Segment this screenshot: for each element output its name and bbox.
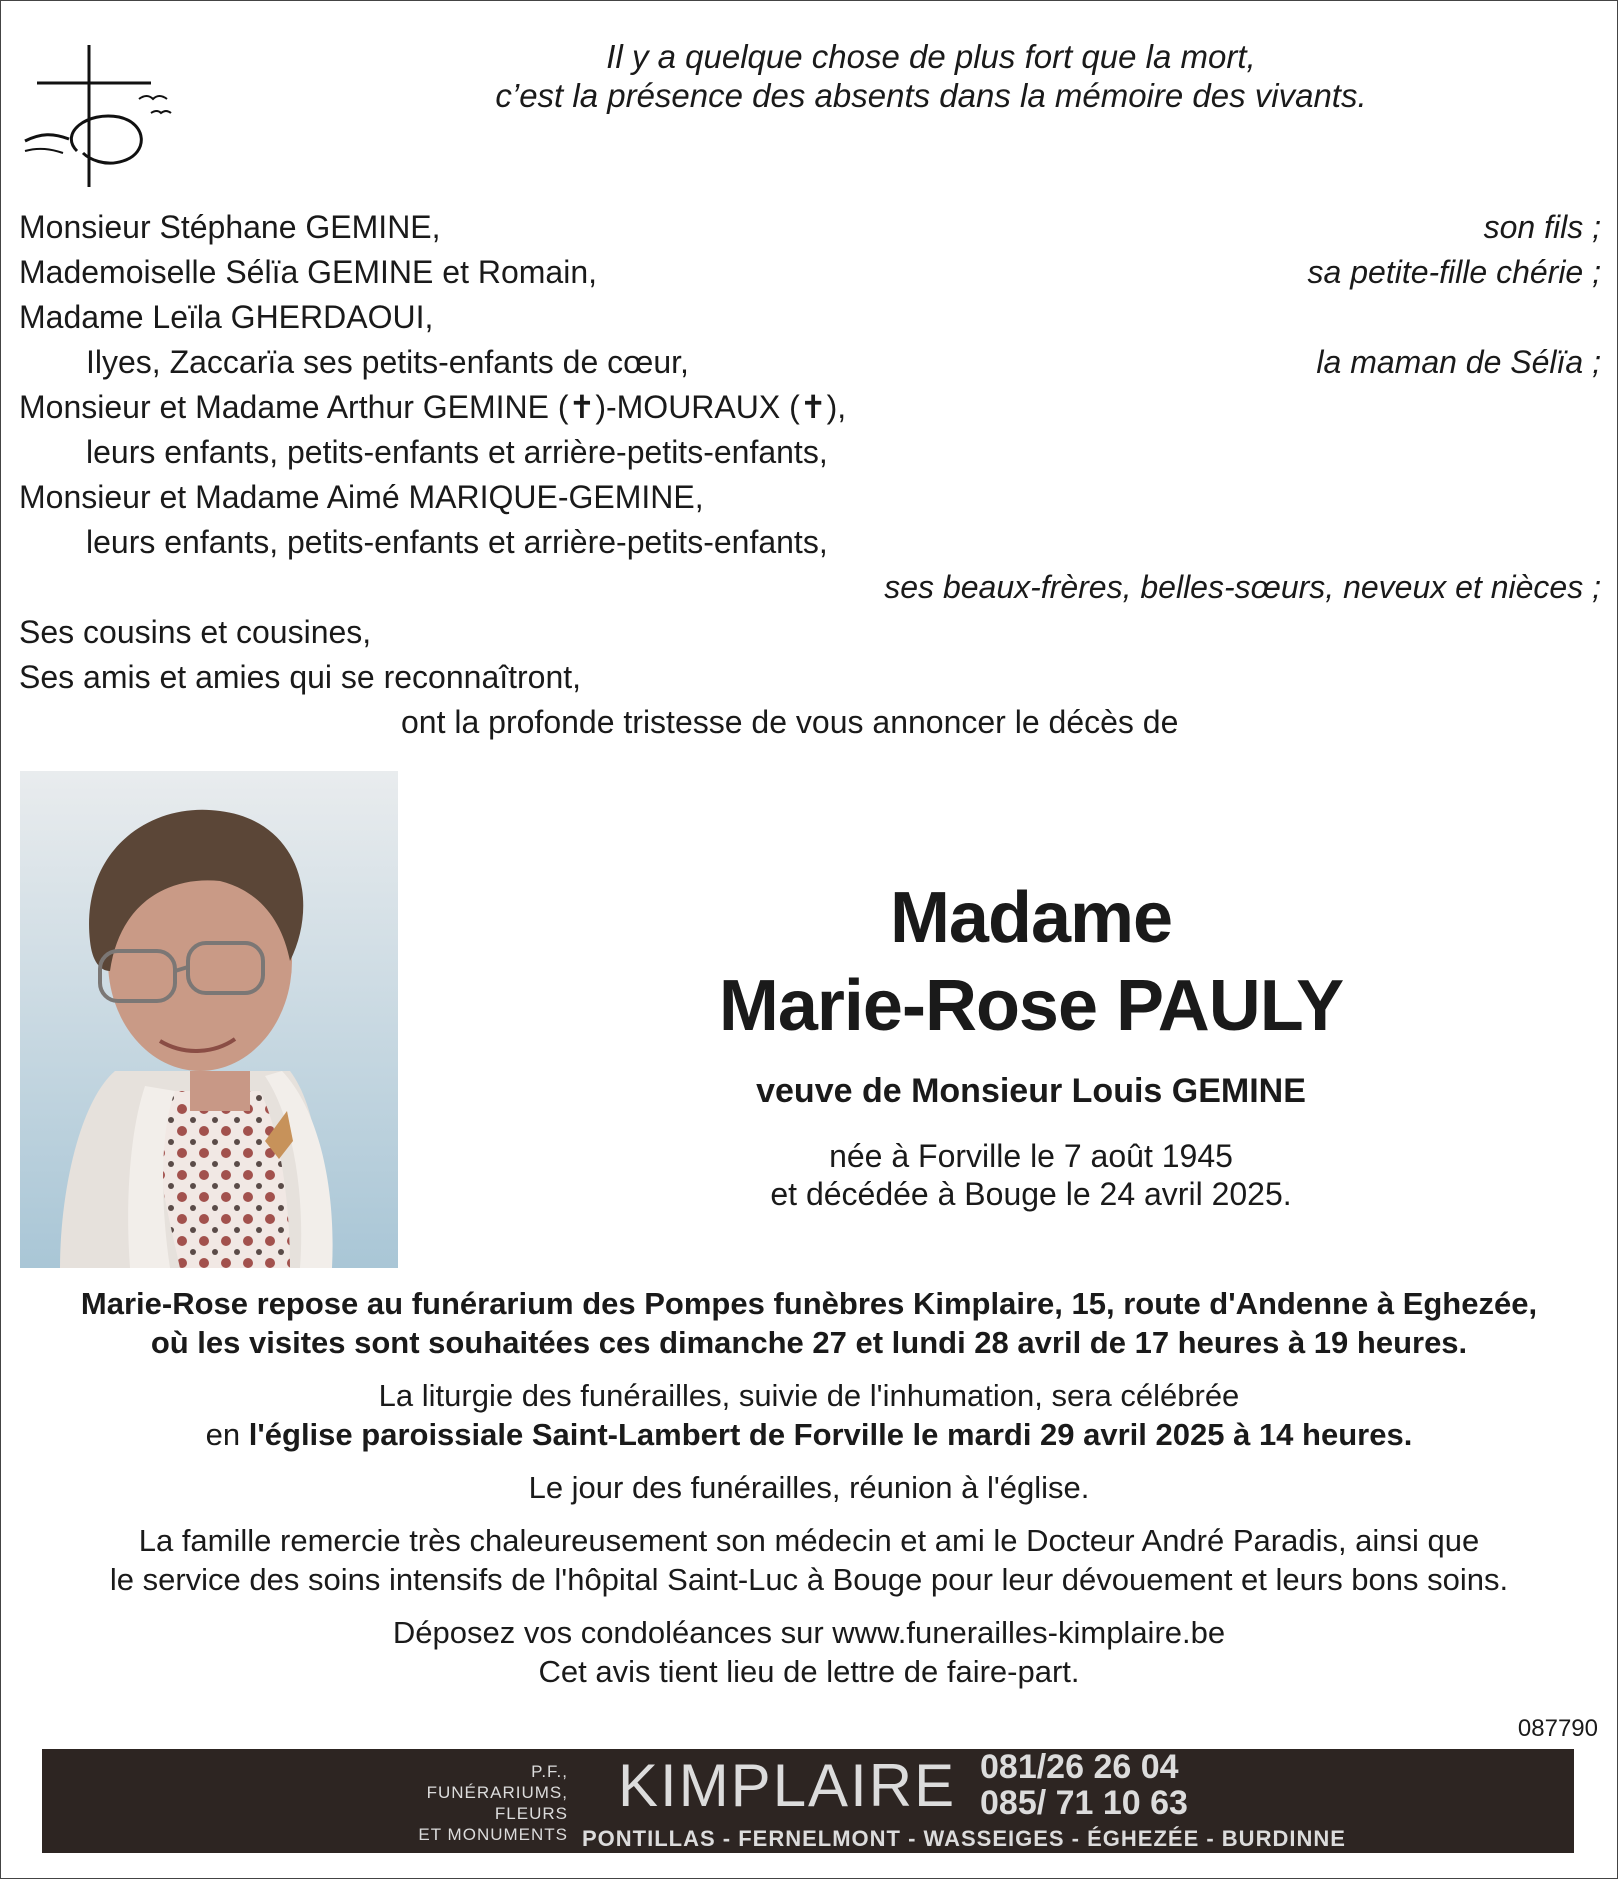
phone-number: 085/ 71 10 63 xyxy=(980,1784,1188,1822)
family-row xyxy=(19,340,1601,385)
family-row xyxy=(19,565,1601,610)
family-relation: son fils ; xyxy=(1483,209,1601,245)
announcement-text: ont la profonde tristesse de vous annoncer le décès de xyxy=(401,704,1179,740)
thanks-line: le service des soins intensifs de l'hôpital Saint-Luc à Bouge pour leur dévouement et leurs bons soins. xyxy=(109,1562,1509,1597)
cross-sun-birds-icon xyxy=(19,41,179,191)
phone-numbers xyxy=(980,1749,1188,1821)
liturgy-prefix: en xyxy=(205,1417,249,1452)
liturgy-location-line xyxy=(21,1415,1597,1454)
family-row xyxy=(19,475,1601,520)
family-member: Ses amis et amies qui se reconnaîtront, xyxy=(19,659,582,695)
service-item: FLEURS xyxy=(494,1804,568,1823)
family-row xyxy=(19,430,1601,475)
family-row xyxy=(19,520,1601,565)
death-line: et décédée à Bouge le 24 avril 2025. xyxy=(770,1176,1292,1212)
family-member: Ses cousins et cousines, xyxy=(19,614,372,650)
portrait-photo xyxy=(20,771,398,1268)
church-details: l'église paroissiale Saint-Lambert de Forville le mardi 29 avril 2025 à 14 heures. xyxy=(248,1417,1413,1452)
family-row xyxy=(19,655,1601,700)
services-list xyxy=(402,1761,568,1845)
family-member: leurs enfants, petits-enfants et arrière-petits-enfants, xyxy=(86,434,828,470)
locations-list: PONTILLAS - FERNELMONT - WASSEIGES - ÉGHEZÉE - BURDINNE xyxy=(582,1826,1346,1851)
service-item: P.F., xyxy=(531,1762,568,1781)
family-row xyxy=(19,610,1601,655)
announcement-row xyxy=(19,700,1601,745)
liturgy-line: La liturgie des funérailles, suivie de l'inhumation, sera célébrée xyxy=(378,1378,1240,1413)
widow-line: veuve de Monsieur Louis GEMINE xyxy=(756,1072,1306,1110)
deceased-block xyxy=(681,874,1381,1213)
family-member: Ilyes, Zaccarïa ses petits-enfants de cœur, xyxy=(86,344,689,380)
service-item: FUNÉRARIUMS, xyxy=(426,1783,568,1802)
meeting-line: Le jour des funérailles, réunion à l'église. xyxy=(528,1470,1090,1505)
thanks-line: La famille remercie très chaleureusement son médecin et ami le Docteur André Paradis, ainsi que xyxy=(138,1523,1480,1558)
repose-line: Marie-Rose repose au funérarium des Pompes funèbres Kimplaire, 15, route d'Andenne à Eghezée, xyxy=(80,1286,1538,1321)
family-list xyxy=(19,205,1601,745)
family-member: Mademoiselle Sélïa GEMINE et Romain, xyxy=(19,254,597,290)
visits-line: où les visites sont souhaitées ces dimanche 27 et lundi 28 avril de 17 heures à 19 heures. xyxy=(150,1325,1468,1360)
notice-line: Cet avis tient lieu de lettre de faire-part. xyxy=(538,1654,1080,1689)
family-row xyxy=(19,205,1601,250)
reference-number: 087790 xyxy=(1517,1715,1598,1742)
family-relation: ses beaux-frères, belles-sœurs, neveux et nièces ; xyxy=(884,569,1601,605)
family-member: leurs enfants, petits-enfants et arrière-petits-enfants, xyxy=(86,524,828,560)
brand-name: KIMPLAIRE xyxy=(618,1752,957,1819)
family-member: Monsieur et Madame Aimé MARIQUE-GEMINE, xyxy=(19,479,704,515)
family-relation: sa petite-fille chérie ; xyxy=(1307,254,1601,290)
family-row xyxy=(19,250,1601,295)
epitaph-quote xyxy=(321,37,1541,115)
deceased-title: Madame xyxy=(889,878,1173,958)
family-member: Madame Leïla GHERDAOUI, xyxy=(19,299,434,335)
family-row xyxy=(19,385,1601,430)
family-member: Monsieur et Madame Arthur GEMINE (✝)-MOURAUX (✝), xyxy=(19,389,847,425)
funeral-home-banner xyxy=(42,1749,1574,1853)
family-member: Monsieur Stéphane GEMINE, xyxy=(19,209,441,245)
phone-number: 081/26 26 04 xyxy=(980,1748,1179,1786)
condolences-line: Déposez vos condoléances sur www.funerailles-kimplaire.be xyxy=(392,1615,1226,1650)
quote-line: c’est la présence des absents dans la mémoire des vivants. xyxy=(495,77,1367,114)
deceased-name: Marie-Rose PAULY xyxy=(718,966,1344,1046)
family-relation: la maman de Sélïa ; xyxy=(1316,344,1601,380)
quote-line: Il y a quelque chose de plus fort que la mort, xyxy=(606,38,1256,75)
service-item: ET MONUMENTS xyxy=(418,1825,568,1844)
birth-line: née à Forville le 7 août 1945 xyxy=(829,1138,1233,1174)
family-row xyxy=(19,295,1601,340)
funeral-details xyxy=(21,1284,1597,1691)
